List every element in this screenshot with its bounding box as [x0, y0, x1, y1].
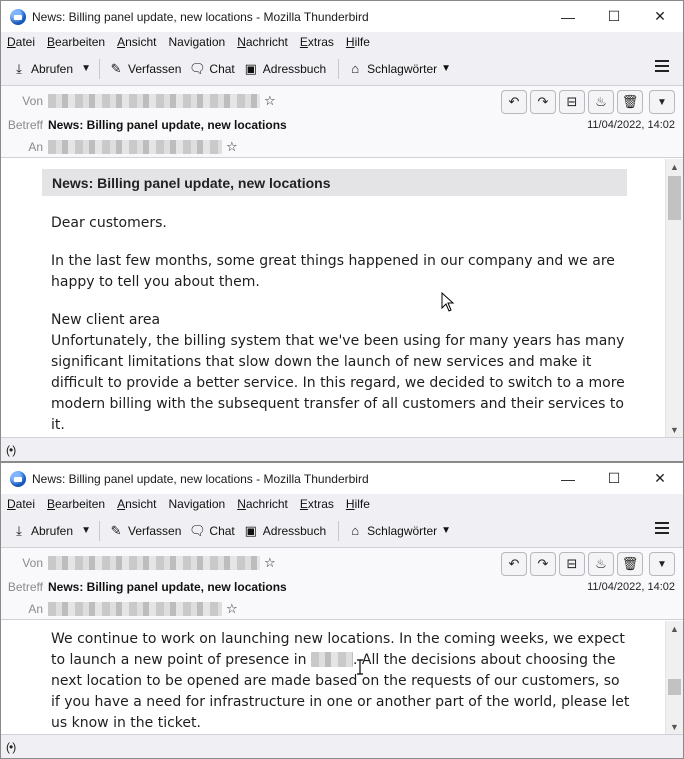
- get-messages-dropdown[interactable]: ▼: [81, 63, 91, 74]
- header-actions: [498, 90, 675, 114]
- forward-button[interactable]: [530, 90, 556, 114]
- flame-icon: ♨: [595, 94, 607, 109]
- write-button[interactable]: ✎ Verfassen: [106, 56, 187, 82]
- star-icon[interactable]: ☆: [226, 601, 238, 616]
- from-label: Von: [22, 556, 43, 570]
- download-icon: ⤓: [16, 61, 22, 76]
- window-title: News: Billing panel update, new locations - Mozilla Thunderbird: [32, 471, 369, 486]
- menu-hilfe[interactable]: Hilfe: [345, 497, 370, 511]
- locations-paragraph: We continue to work on launching new locations. In the coming weeks, we expect to launch a new point of presence in . All the decisions about choosing the next location to be opened are made based on the requests of our customers, so if you have a need for infrastructure in one or another part of the world, please let us know in the ticket.: [51, 631, 630, 731]
- menu-datei[interactable]: Datei: [7, 497, 36, 511]
- chat-button[interactable]: 🗨 Chat: [189, 523, 235, 538]
- tags-button[interactable]: ⌂ Schlagwörter ▼: [345, 56, 457, 82]
- toolbar-separator: [99, 521, 100, 541]
- vertical-scrollbar[interactable]: [665, 159, 683, 438]
- chat-bubble-icon: 🗨: [189, 61, 206, 76]
- scroll-up-arrow[interactable]: ▲: [670, 162, 679, 172]
- message-header: [1, 548, 683, 620]
- greeting-text: Dear customers.: [51, 215, 167, 231]
- delete-button[interactable]: [617, 90, 643, 114]
- scroll-down-arrow[interactable]: ▼: [670, 425, 679, 435]
- close-button[interactable]: ✕: [654, 470, 666, 486]
- get-messages-dropdown[interactable]: ▼: [81, 525, 91, 536]
- scroll-thumb[interactable]: [668, 679, 681, 695]
- sender-redacted[interactable]: [48, 556, 260, 570]
- mouse-cursor-icon: [441, 292, 455, 312]
- chevron-down-icon: ▼: [441, 63, 452, 74]
- menu-ansicht[interactable]: Ansicht: [117, 35, 157, 49]
- trash-icon: 🗑: [621, 94, 639, 109]
- location-redacted: [311, 652, 353, 667]
- recipient-redacted[interactable]: [48, 140, 222, 154]
- pencil-icon: ✎: [110, 523, 122, 538]
- chevron-down-icon: ▼: [657, 96, 667, 108]
- sender-redacted[interactable]: [48, 94, 260, 108]
- address-book-button[interactable]: ▣ Adressbuch: [244, 523, 327, 538]
- close-button[interactable]: ✕: [654, 8, 666, 24]
- from-label: Von: [22, 94, 43, 108]
- thunderbird-app-icon: [10, 9, 26, 25]
- menu-bar: [1, 494, 683, 514]
- maximize-button[interactable]: ☐: [607, 470, 621, 486]
- archive-button[interactable]: [559, 90, 585, 114]
- menu-bearbeiten[interactable]: Bearbeiten: [47, 497, 106, 511]
- menu-navigation[interactable]: Navigation: [168, 497, 226, 511]
- delete-button[interactable]: [617, 552, 643, 576]
- more-button[interactable]: [649, 552, 675, 576]
- subject-label: Betreff: [7, 118, 43, 132]
- main-toolbar: [1, 514, 683, 548]
- address-book-icon: ▣: [244, 523, 257, 538]
- status-bar: [1, 734, 683, 758]
- forward-icon: ↷: [537, 556, 549, 571]
- online-status-icon[interactable]: (•): [6, 739, 16, 754]
- message-date: 11/04/2022, 14:02: [587, 119, 675, 131]
- message-body[interactable]: [1, 159, 665, 438]
- menu-nachricht[interactable]: Nachricht: [237, 497, 288, 511]
- write-button[interactable]: ✎ Verfassen: [106, 518, 187, 544]
- star-icon[interactable]: ☆: [226, 139, 238, 154]
- tags-button[interactable]: ⌂ Schlagwörter ▼: [345, 518, 457, 544]
- to-label: An: [28, 140, 43, 154]
- app-menu-icon[interactable]: [655, 60, 669, 72]
- online-status-icon[interactable]: (•): [6, 442, 16, 457]
- subject-label: Betreff: [7, 580, 43, 594]
- star-icon[interactable]: ☆: [264, 555, 276, 570]
- section-heading: New client area: [51, 312, 161, 328]
- message-title: News: Billing panel update, new locations: [42, 169, 627, 196]
- reply-button[interactable]: [501, 90, 527, 114]
- archive-icon: ⊟: [566, 94, 578, 109]
- toolbar-separator: [338, 59, 339, 79]
- menu-hilfe[interactable]: Hilfe: [345, 35, 370, 49]
- scroll-down-arrow[interactable]: ▼: [670, 722, 679, 732]
- menu-bar: [1, 32, 683, 52]
- scroll-up-arrow[interactable]: ▲: [670, 624, 679, 634]
- chevron-down-icon: ▼: [657, 558, 667, 570]
- toolbar-separator: [99, 59, 100, 79]
- title-bar[interactable]: [1, 463, 683, 494]
- minimize-button[interactable]: —: [561, 470, 575, 487]
- get-messages-button[interactable]: ⤓ Abrufen: [9, 518, 79, 544]
- chat-button[interactable]: 🗨 Chat: [189, 61, 235, 76]
- junk-button[interactable]: [588, 90, 614, 114]
- address-book-button[interactable]: ▣ Adressbuch: [244, 61, 327, 76]
- reply-icon: ↶: [508, 556, 520, 571]
- recipient-redacted[interactable]: [48, 602, 222, 616]
- menu-navigation[interactable]: Navigation: [168, 35, 226, 49]
- minimize-button[interactable]: —: [561, 8, 575, 25]
- menu-extras[interactable]: Extras: [299, 497, 334, 511]
- trash-icon: 🗑: [621, 556, 639, 571]
- scroll-thumb[interactable]: [668, 176, 681, 220]
- pencil-icon: ✎: [110, 61, 122, 76]
- section-paragraph: Unfortunately, the billing system that we've been using for many years has many significant limitations that slow down the launch of new services and make it difficult to provide a better service. In this regard, we decided to switch to a more modern billing with the subsequent transfer of all customers and their services to it.: [51, 333, 625, 433]
- maximize-button[interactable]: ☐: [607, 8, 621, 24]
- thunderbird-window-bottom: [0, 462, 684, 759]
- title-bar[interactable]: [1, 1, 683, 32]
- chat-bubble-icon: 🗨: [189, 523, 206, 538]
- address-book-icon: ▣: [244, 61, 257, 76]
- subject-text: News: Billing panel update, new locations: [48, 580, 287, 594]
- message-header: [1, 86, 683, 158]
- chevron-down-icon: ▼: [441, 525, 452, 536]
- junk-button[interactable]: [588, 552, 614, 576]
- download-icon: ⤓: [16, 523, 22, 538]
- vertical-scrollbar[interactable]: [665, 621, 683, 735]
- forward-icon: ↷: [537, 94, 549, 109]
- app-menu-icon[interactable]: [655, 522, 669, 534]
- toolbar-separator: [338, 521, 339, 541]
- flame-icon: ♨: [595, 556, 607, 571]
- header-actions: [498, 552, 675, 576]
- more-button[interactable]: [649, 90, 675, 114]
- thunderbird-app-icon: [10, 471, 26, 487]
- status-bar: [1, 437, 683, 461]
- archive-icon: ⊟: [566, 556, 578, 571]
- archive-button[interactable]: [559, 552, 585, 576]
- tag-icon: ⌂: [351, 61, 360, 76]
- intro-paragraph: In the last few months, some great things happened in our company and we are happy to tell you about them.: [51, 253, 615, 290]
- menu-bearbeiten[interactable]: Bearbeiten: [47, 35, 106, 49]
- menu-nachricht[interactable]: Nachricht: [237, 35, 288, 49]
- subject-text: News: Billing panel update, new locations: [48, 118, 287, 132]
- menu-ansicht[interactable]: Ansicht: [117, 497, 157, 511]
- tag-icon: ⌂: [351, 523, 360, 538]
- window-title: News: Billing panel update, new locations - Mozilla Thunderbird: [32, 9, 369, 24]
- message-body[interactable]: [1, 621, 665, 735]
- reply-button[interactable]: [501, 552, 527, 576]
- menu-extras[interactable]: Extras: [299, 35, 334, 49]
- to-label: An: [28, 602, 43, 616]
- get-messages-button[interactable]: ⤓ Abrufen: [9, 56, 79, 82]
- main-toolbar: [1, 52, 683, 86]
- text-cursor-icon: [356, 659, 364, 675]
- forward-button[interactable]: [530, 552, 556, 576]
- menu-datei[interactable]: Datei: [7, 35, 36, 49]
- reply-icon: ↶: [508, 94, 520, 109]
- star-icon[interactable]: ☆: [264, 93, 276, 108]
- message-date: 11/04/2022, 14:02: [587, 581, 675, 593]
